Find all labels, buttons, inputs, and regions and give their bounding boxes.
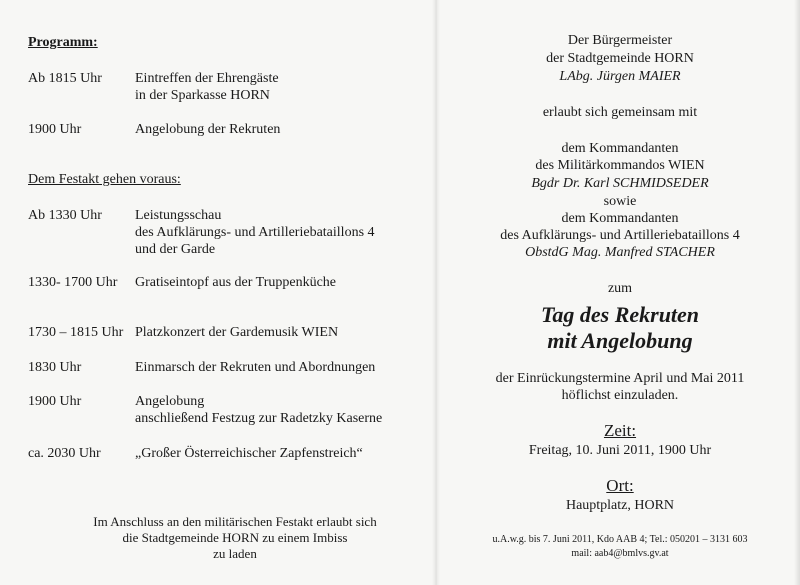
pre-program-time: Ab 1330 Uhr (28, 208, 102, 223)
pre-program-time: 1830 Uhr (28, 360, 82, 375)
municipality: der Stadtgemeinde HORN (546, 51, 694, 66)
pre-program-desc-line: Angelobung (135, 394, 205, 409)
pre-program-desc-line: anschließend Festzug zur Radetzky Kaserne (135, 411, 383, 426)
pre-program-desc-line: Gratiseintopf aus der Truppenküche (135, 275, 337, 290)
commander-name: Bgdr Dr. Karl SCHMIDSEDER (531, 176, 709, 191)
enlistment-text: der Einrückungstermine April und Mai 2011 (495, 371, 745, 386)
pre-program-desc-line: Platzkonzert der Gardemusik WIEN (135, 325, 339, 340)
program-desc (135, 70, 425, 104)
military-command: des Militärkommandos WIEN (535, 158, 705, 173)
pre-program-desc-line: und der Garde (135, 242, 216, 257)
time-value: Freitag, 10. Juni 2011, 1900 Uhr (528, 443, 712, 458)
pre-program-desc-line: Einmarsch der Rekruten und Abordnungen (135, 360, 376, 375)
pre-program-desc (135, 445, 425, 462)
program-footer-line: die Stadtgemeinde HORN zu einem Imbiss (122, 530, 348, 545)
pre-program-time: 1330- 1700 Uhr (28, 275, 118, 290)
invitation-page (440, 0, 800, 585)
paper-edge (794, 0, 800, 585)
pre-program-time: 1730 – 1815 Uhr (28, 325, 124, 340)
mayor-name: LAbg. Jürgen MAIER (559, 69, 681, 84)
program-desc (135, 121, 425, 138)
conjunction: sowie (603, 194, 637, 209)
invite-closing: höflichst einzuladen. (561, 388, 679, 403)
page-fold (432, 0, 440, 585)
pre-program-desc (135, 393, 425, 427)
commander-title-2: dem Kommandanten (561, 211, 679, 226)
pre-program-desc (135, 359, 425, 376)
pre-program-time: 1900 Uhr (28, 394, 82, 409)
program-heading: Programm: (28, 35, 98, 50)
program-footer-line: Im Anschluss an den militärischen Festakt erlaubt sich (93, 514, 377, 529)
pre-program-desc-line: Leistungsschau (135, 208, 222, 223)
program-time: Ab 1815 Uhr (28, 71, 102, 86)
event-title: Tag des Rekruten (540, 302, 700, 327)
pre-program-heading: Dem Festakt gehen voraus: (28, 172, 181, 187)
pre-program-desc-line: „Großer Österreichischer Zapfenstreich“ (135, 446, 363, 461)
program-time: 1900 Uhr (28, 122, 82, 137)
rsvp-note: u.A.w.g. bis 7. Juni 2011, Kdo AAB 4; Tel.: 050201 – 3131 603 (492, 534, 748, 545)
commander-name-2: ObstdG Mag. Manfred STACHER (525, 245, 715, 260)
pre-program-time: ca. 2030 Uhr (28, 446, 101, 461)
time-label: Zeit: (603, 421, 637, 440)
to-text: zum (607, 281, 633, 296)
battalion: des Aufklärungs- und Artilleriebataillons 4 (500, 228, 740, 243)
place-label: Ort: (606, 476, 634, 495)
event-subtitle: mit Angelobung (547, 328, 693, 353)
pre-program-desc (135, 274, 425, 291)
pre-program-desc (135, 324, 425, 341)
place-value: Hauptplatz, HORN (565, 498, 675, 513)
program-desc-line: Angelobung der Rekruten (135, 122, 281, 137)
program-footer-line: zu laden (213, 546, 257, 561)
contact-mail: mail: aab4@bmlvs.gv.at (571, 548, 669, 559)
mayor-title: Der Bürgermeister (567, 33, 673, 48)
program-desc-line: Eintreffen der Ehrengäste (135, 71, 279, 86)
invites-text: erlaubt sich gemeinsam mit (542, 105, 698, 120)
commander-title: dem Kommandanten (561, 141, 679, 156)
pre-program-desc (135, 207, 425, 258)
program-footer (40, 514, 430, 562)
pre-program-desc-line: des Aufklärungs- und Artilleriebataillons 4 (135, 225, 375, 240)
program-desc-line: in der Sparkasse HORN (135, 88, 270, 103)
